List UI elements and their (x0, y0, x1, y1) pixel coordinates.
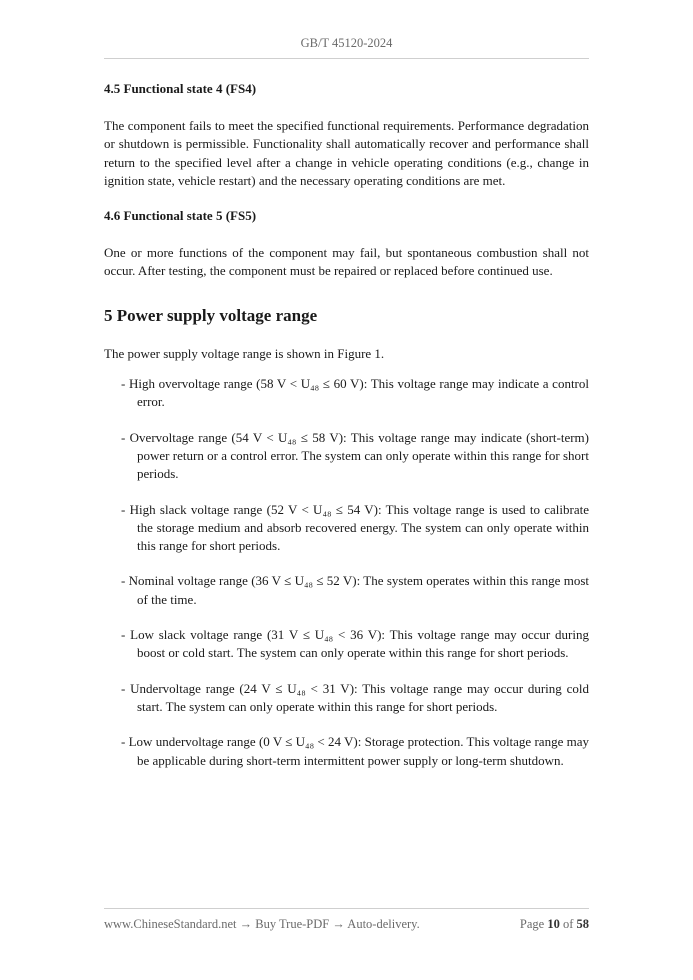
section-heading-fs5: 4.6 Functional state 5 (FS5) (104, 208, 257, 224)
page-total: 58 (576, 917, 589, 931)
of-label: of (562, 917, 574, 931)
footer-site-link[interactable]: www.ChineseStandard.net → Buy True-PDF → Auto-delivery. (104, 917, 420, 931)
document-content (104, 80, 589, 787)
page-number: 10 (547, 917, 560, 931)
list-item: - Low undervoltage range (0 V ≤ U₄₈ < 24 V): Storage protection. This voltage range may be applicable during short-term intermittent power supply or long-term shutdown. (121, 734, 589, 768)
section-body-fs5: One or more functions of the component may fail, but spontaneous combustion shall not occur. After testing, the component must be repaired or replaced before continued use. (104, 245, 589, 279)
list-item: - Overvoltage range (54 V < U₄₈ ≤ 58 V): This voltage range may indicate (short-term) power return or a control error. The system can only operate within this range for short periods. (121, 429, 589, 482)
section-heading-voltage: 5 Power supply voltage range (104, 305, 318, 325)
page-header: GB/T 45120-2024 (300, 36, 393, 50)
list-item: - Low slack voltage range (31 V ≤ U₄₈ < 36 V): This voltage range may occur during boost or cold start. The system can only operate within this range for short periods. (121, 627, 589, 661)
list-item: - Nominal voltage range (36 V ≤ U₄₈ ≤ 52 V): The system operates within this range most of the time. (121, 573, 589, 607)
voltage-range-list (104, 375, 589, 770)
list-item: - Undervoltage range (24 V ≤ U₄₈ < 31 V): This voltage range may occur during cold start. The system can only operate within this range for short periods. (121, 680, 589, 714)
header-divider (104, 58, 589, 59)
section-intro-voltage: The power supply voltage range is shown in Figure 1. (104, 345, 385, 361)
page-label: Page (519, 917, 545, 931)
page-indicator (520, 917, 589, 932)
footer-divider (104, 908, 589, 909)
list-item: - High slack voltage range (52 V < U₄₈ ≤ 54 V): This voltage range is used to calibrate the storage medium and absorb recovered energy. The system can only operate within this range for short periods. (121, 501, 589, 554)
section-heading-fs4: 4.5 Functional state 4 (FS4) (104, 81, 257, 96)
section-body-fs4: The component fails to meet the specified functional requirements. Performance degradation or shutdown is permissible. Functionality shall automatically recover and performance shall return to the specified level after a change in vehicle operating conditions (e.g., change in ignition state, vehicle restart) and the necessary operating conditions are met. (104, 118, 589, 188)
list-item: - High overvoltage range (58 V < U₄₈ ≤ 60 V): This voltage range may indicate a control error. (121, 376, 589, 410)
